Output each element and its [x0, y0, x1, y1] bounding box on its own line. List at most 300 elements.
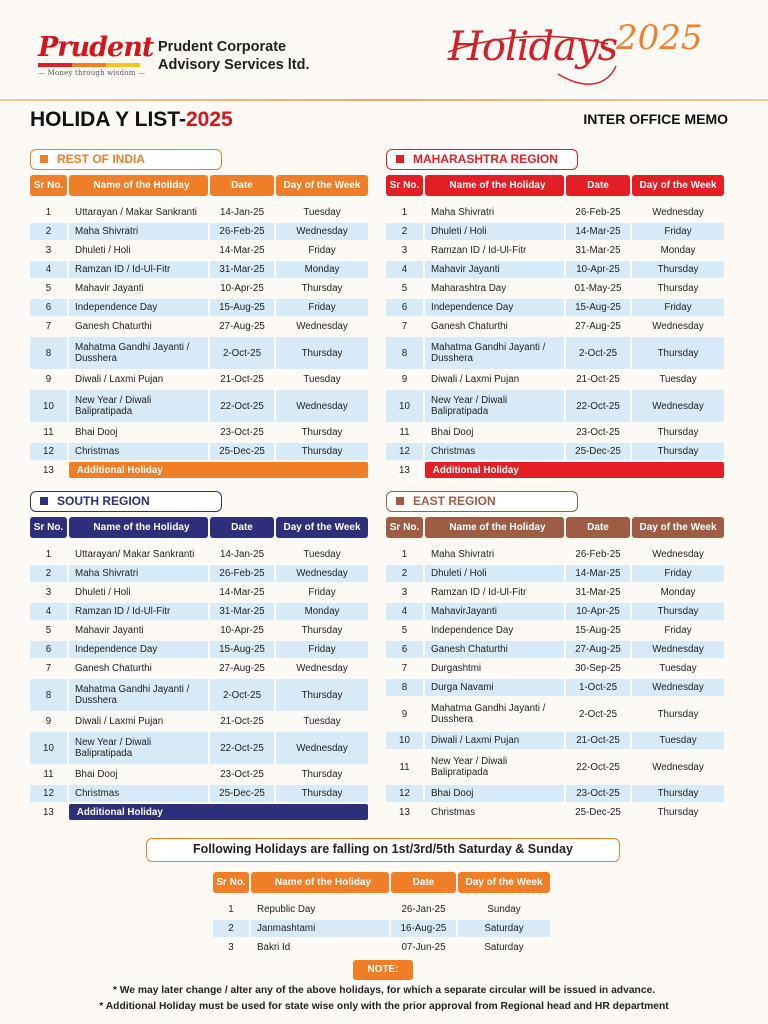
cell-date: 14-Mar-25: [566, 223, 630, 240]
cell-date: 10-Apr-25: [566, 603, 630, 620]
logo-wordmark: Prudent: [38, 32, 154, 63]
cell-sr-no: 10: [386, 732, 423, 749]
table-row: [30, 785, 370, 802]
cell-date: 23-Oct-25: [220, 769, 264, 780]
cell-day: Wednesday: [276, 732, 368, 764]
section-bullet-square: [396, 155, 404, 163]
cell-sr-no: 1: [401, 207, 408, 218]
table-row: [30, 660, 370, 677]
cell-holiday-name: Mahatma Gandhi Jayanti / Dusshera: [425, 337, 564, 369]
cell-holiday-name: Uttarayan/ Makar Sankranti: [75, 548, 195, 560]
cell-date: 26-Feb-25: [210, 223, 274, 240]
cell-date: 30-Sep-25: [575, 663, 621, 674]
cell-date: 2-Oct-25: [578, 708, 618, 720]
cell-holiday-name: Mahavir Jayanti: [75, 282, 144, 294]
cell-holiday-name: Independence Day: [69, 641, 208, 658]
cell-sr-no: 2: [213, 920, 249, 937]
cell-sr-no: 4: [30, 603, 67, 620]
cell-day: Wednesday: [652, 761, 704, 773]
cell-holiday-name: Mahavir Jayanti: [75, 624, 144, 636]
header-sr-no: Sr No.: [213, 872, 249, 893]
cell-sr-no: 11: [43, 427, 54, 438]
cell-sr-no: 7: [401, 663, 408, 674]
cell-sr-no: 10: [30, 390, 67, 422]
cell-sr-no: 7: [401, 321, 408, 332]
cell-day: Sunday: [487, 904, 521, 915]
note-label: NOTE:: [353, 960, 413, 980]
cell-date: 21-Oct-25: [220, 716, 264, 727]
section-east-region: [386, 491, 726, 821]
cell-holiday-name: Diwali / Laxmi Pujan: [431, 373, 520, 385]
cell-date: 22-Oct-25: [576, 761, 620, 773]
section-label-text: SOUTH REGION: [57, 494, 150, 508]
cell-day: Wednesday: [296, 321, 348, 332]
cell-holiday-name: Dhuleti / Holi: [75, 244, 131, 256]
page-title-year: 2025: [185, 108, 233, 131]
section-south-region: [30, 491, 370, 820]
table-row: [386, 390, 726, 422]
table-row: [30, 622, 370, 639]
cell-date: 16-Aug-25: [391, 920, 456, 937]
cell-holiday-name: Christmas: [69, 785, 208, 802]
cell-date: 27-Aug-25: [575, 321, 621, 332]
cell-sr-no: 4: [386, 603, 423, 620]
cell-date: 31-Mar-25: [210, 603, 274, 620]
table-row: [386, 371, 726, 388]
table-row: [386, 242, 726, 259]
cell-holiday-name: Bhai Dooj: [431, 426, 474, 438]
cell-date: 2-Oct-25: [566, 337, 630, 369]
table-row: [386, 546, 726, 563]
cell-holiday-name: Bakri Id: [257, 941, 291, 953]
table-row: [30, 641, 370, 658]
table-row: [30, 318, 370, 335]
cell-day: Tuesday: [303, 374, 341, 385]
cell-day: Friday: [632, 565, 724, 582]
cell-holiday-name: Maha Shivratri: [69, 565, 208, 582]
header-holiday-name: Name of the Holiday: [69, 175, 208, 196]
logo-bar-orange: [72, 63, 106, 67]
cell-holiday-name: New Year / Diwali Balipratipada: [69, 732, 208, 764]
section-label-text: MAHARASHTRA REGION: [413, 152, 558, 166]
cell-date: 15-Aug-25: [566, 299, 630, 316]
cell-holiday-name: Ramzan ID / Id-Ul-Fitr: [431, 244, 527, 256]
cell-holiday-name: Maharashtra Day: [431, 282, 507, 294]
cell-day: Monday: [660, 245, 696, 256]
header-date: Date: [391, 872, 456, 893]
cell-sr-no: 3: [228, 942, 234, 953]
cell-date: 27-Aug-25: [219, 663, 265, 674]
header-day-of-week: Day of the Week: [276, 517, 368, 538]
table-row: [386, 337, 726, 369]
cell-date: 21-Oct-25: [576, 374, 620, 385]
table-header-row: [213, 872, 555, 893]
cell-day: Thursday: [632, 261, 724, 278]
logo-color-bars: [38, 63, 140, 67]
cell-day: Thursday: [276, 443, 368, 460]
table-header-row: [30, 175, 370, 196]
cell-day: Wednesday: [276, 565, 368, 582]
table-row: [30, 242, 370, 259]
cell-day: Wednesday: [632, 641, 724, 658]
cell-date: 15-Aug-25: [575, 625, 621, 636]
cell-sr-no: 1: [45, 207, 52, 218]
cell-date: 10-Apr-25: [220, 283, 264, 294]
table-row: [386, 424, 726, 441]
cell-date: 2-Oct-25: [210, 337, 274, 369]
cell-date: 21-Oct-25: [566, 732, 630, 749]
section-bullet-square: [396, 497, 404, 505]
cell-holiday-name: New Year / Diwali Balipratipada: [425, 390, 564, 422]
cell-holiday-name: Bhai Dooj: [425, 785, 564, 802]
cell-date: 14-Jan-25: [219, 207, 265, 218]
cell-day: Tuesday: [632, 732, 724, 749]
page-header: [0, 0, 768, 100]
cell-sr-no: 1: [45, 549, 52, 560]
cell-holiday-name: Mahavir Jayanti: [425, 261, 564, 278]
table-row: [30, 371, 370, 388]
cell-day: Friday: [308, 587, 336, 598]
table-row: [30, 223, 370, 240]
cell-date: 01-May-25: [574, 283, 622, 294]
additional-holiday-label: Additional Holiday: [425, 462, 724, 478]
cell-day: Tuesday: [303, 207, 341, 218]
cell-day: Thursday: [301, 625, 343, 636]
weekend-holidays-heading: Following Holidays are falling on 1st/3rd/5th Saturday & Sunday: [146, 838, 620, 862]
cell-sr-no: 7: [45, 663, 52, 674]
header-holiday-name: Name of the Holiday: [425, 175, 564, 196]
cell-holiday-name: Maha Shivratri: [69, 223, 208, 240]
table-row: [386, 622, 726, 639]
cell-day: Thursday: [632, 603, 724, 620]
cell-sr-no: 13: [398, 464, 410, 476]
table-row: [213, 901, 555, 918]
table-header-row: [386, 175, 726, 196]
additional-holiday-row: [30, 462, 370, 478]
cell-day: Friday: [276, 299, 368, 316]
cell-holiday-name: Diwali / Laxmi Pujan: [75, 373, 164, 385]
header-sr-no: Sr No.: [386, 175, 423, 196]
cell-sr-no: 9: [401, 374, 408, 385]
section-maharashtra-region: [386, 149, 726, 478]
header-day-of-week: Day of the Week: [276, 175, 368, 196]
cell-day: Friday: [632, 299, 724, 316]
cell-day: Friday: [632, 223, 724, 240]
table-row: [30, 337, 370, 369]
table-row: [386, 603, 726, 620]
cell-holiday-name: Janmashtami: [251, 920, 389, 937]
cell-day: Thursday: [657, 427, 699, 438]
cell-holiday-name: Christmas: [431, 806, 476, 818]
header-date: Date: [210, 517, 274, 538]
company-name-line1: Prudent Corporate: [158, 39, 287, 55]
holidays-script-graphic: [438, 14, 738, 94]
header-date: Date: [210, 175, 274, 196]
additional-holiday-row: [30, 804, 370, 820]
table-row: [30, 280, 370, 297]
additional-holiday-label: Additional Holiday: [69, 804, 368, 820]
table-header-row: [386, 517, 726, 538]
cell-sr-no: 2: [386, 223, 423, 240]
cell-day: Thursday: [301, 427, 343, 438]
cell-date: 27-Aug-25: [566, 641, 630, 658]
company-name: [158, 38, 310, 74]
cell-date: 1-Oct-25: [566, 679, 630, 696]
table-row: [30, 204, 370, 221]
cell-day: Monday: [276, 603, 368, 620]
cell-date: 31-Mar-25: [210, 261, 274, 278]
cell-holiday-name: New Year / Diwali Balipratipada: [69, 390, 208, 422]
cell-day: Monday: [660, 587, 696, 598]
table-row: [386, 280, 726, 297]
header-date: Date: [566, 517, 630, 538]
cell-sr-no: 9: [401, 708, 408, 720]
cell-date: 26-Feb-25: [210, 565, 274, 582]
cell-day: Wednesday: [276, 223, 368, 240]
cell-sr-no: 12: [30, 443, 67, 460]
cell-date: 26-Feb-25: [575, 549, 621, 560]
cell-sr-no: 6: [30, 641, 67, 658]
cell-sr-no: 4: [386, 261, 423, 278]
cell-holiday-name: Mahatma Gandhi Jayanti / Dusshera: [69, 337, 208, 369]
cell-date: 23-Oct-25: [566, 785, 630, 802]
cell-sr-no: 1: [228, 904, 234, 915]
cell-sr-no: 5: [45, 625, 52, 636]
cell-sr-no: 6: [386, 299, 423, 316]
cell-day: Wednesday: [652, 207, 704, 218]
cell-day: Tuesday: [659, 374, 697, 385]
cell-sr-no: 5: [401, 283, 408, 294]
cell-sr-no: 12: [30, 785, 67, 802]
section-label: [386, 491, 578, 512]
cell-date: 14-Mar-25: [219, 587, 265, 598]
table-row: [386, 318, 726, 335]
section-bullet-square: [40, 497, 48, 505]
cell-day: Tuesday: [659, 663, 697, 674]
cell-day: Friday: [664, 625, 692, 636]
cell-sr-no: 6: [386, 641, 423, 658]
cell-holiday-name: Diwali / Laxmi Pujan: [425, 732, 564, 749]
additional-holiday-label: Additional Holiday: [69, 462, 368, 478]
cell-holiday-name: Ganesh Chaturthi: [431, 320, 508, 332]
table-row: [386, 443, 726, 460]
cell-day: Thursday: [301, 283, 343, 294]
header-holiday-name: Name of the Holiday: [251, 872, 389, 893]
table-row: [30, 565, 370, 582]
table-row: [30, 766, 370, 783]
table-row: [386, 751, 726, 783]
table-row: [30, 713, 370, 730]
cell-day: Tuesday: [303, 716, 341, 727]
weekend-holidays-table: [213, 872, 555, 956]
cell-date: 10-Apr-25: [220, 625, 264, 636]
table-row: [30, 679, 370, 711]
cell-sr-no: 2: [30, 565, 67, 582]
cell-date: 23-Oct-25: [576, 427, 620, 438]
cell-date: 25-Dec-25: [566, 443, 630, 460]
table-row: [386, 584, 726, 601]
cell-sr-no: 10: [30, 732, 67, 764]
cell-sr-no: 13: [399, 807, 410, 818]
cell-day: Tuesday: [303, 549, 341, 560]
table-row: [30, 603, 370, 620]
cell-date: 23-Oct-25: [220, 427, 264, 438]
cell-date: 26-Feb-25: [575, 207, 621, 218]
table-row: [30, 732, 370, 764]
cell-holiday-name: Dhuleti / Holi: [75, 586, 131, 598]
table-row: [30, 546, 370, 563]
note-line-1: * We may later change / alter any of the above holidays, for which a separate circular will be issued in advance.: [112, 985, 656, 996]
cell-date: 15-Aug-25: [210, 299, 274, 316]
cell-day: Saturday: [484, 942, 524, 953]
script-holidays-text: Holidays: [448, 24, 618, 70]
logo-tagline: — Money through wisdom —: [38, 69, 146, 77]
cell-day: Thursday: [301, 769, 343, 780]
table-row: [386, 261, 726, 278]
cell-holiday-name: Ganesh Chaturthi: [75, 320, 152, 332]
cell-sr-no: 13: [42, 464, 54, 476]
cell-date: 27-Aug-25: [219, 321, 265, 332]
section-label: [30, 491, 222, 512]
cell-sr-no: 3: [401, 245, 408, 256]
cell-holiday-name: Dhuleti / Holi: [425, 223, 564, 240]
cell-day: Friday: [308, 245, 336, 256]
cell-day: Wednesday: [652, 321, 704, 332]
cell-sr-no: 2: [386, 565, 423, 582]
cell-day: Wednesday: [652, 549, 704, 560]
cell-sr-no: 12: [386, 785, 423, 802]
section-label-text: EAST REGION: [413, 494, 496, 508]
table-row: [386, 565, 726, 582]
cell-sr-no: 13: [42, 806, 54, 818]
cell-holiday-name: Uttarayan / Makar Sankranti: [75, 206, 197, 218]
page-title: [30, 108, 233, 132]
header-holiday-name: Name of the Holiday: [425, 517, 564, 538]
cell-holiday-name: Ganesh Chaturthi: [75, 662, 152, 674]
cell-date: 31-Mar-25: [575, 587, 621, 598]
logo-bar-red: [38, 63, 72, 67]
table-row: [213, 920, 555, 937]
table-row: [30, 584, 370, 601]
cell-sr-no: 5: [401, 625, 408, 636]
header-day-of-week: Day of the Week: [458, 872, 550, 893]
cell-sr-no: 3: [401, 587, 408, 598]
cell-sr-no: 11: [43, 769, 54, 780]
page-title-text: HOLIDA Y LIST-: [30, 108, 186, 131]
cell-day: Wednesday: [632, 679, 724, 696]
header-holiday-name: Name of the Holiday: [69, 517, 208, 538]
prudent-logo: [38, 32, 154, 77]
cell-holiday-name: Bhai Dooj: [75, 768, 118, 780]
table-row: [30, 424, 370, 441]
table-row: [386, 679, 726, 696]
cell-sr-no: 8: [386, 337, 423, 369]
cell-sr-no: 6: [30, 299, 67, 316]
cell-sr-no: 9: [45, 374, 52, 385]
cell-holiday-name: Durga Navami: [425, 679, 564, 696]
cell-sr-no: 4: [30, 261, 67, 278]
cell-sr-no: 5: [45, 283, 52, 294]
cell-day: Friday: [276, 641, 368, 658]
cell-date: 07-Jun-25: [401, 942, 446, 953]
table-row: [213, 939, 555, 956]
cell-day: Wednesday: [632, 390, 724, 422]
cell-holiday-name: Independence Day: [69, 299, 208, 316]
cell-date: 14-Mar-25: [566, 565, 630, 582]
cell-date: 14-Jan-25: [219, 549, 265, 560]
header-day-of-week: Day of the Week: [632, 517, 724, 538]
cell-date: 25-Dec-25: [575, 807, 621, 818]
company-name-line2: Advisory Services ltd.: [158, 57, 310, 73]
cell-day: Monday: [276, 261, 368, 278]
cell-date: 22-Oct-25: [210, 732, 274, 764]
cell-date: 26-Jan-25: [401, 904, 446, 915]
section-label: [386, 149, 578, 170]
cell-holiday-name: MahavirJayanti: [425, 603, 564, 620]
cell-date: 21-Oct-25: [220, 374, 264, 385]
cell-holiday-name: Ramzan ID / Id-Ul-Fitr: [431, 586, 527, 598]
cell-day: Thursday: [276, 337, 368, 369]
cell-sr-no: 3: [45, 587, 52, 598]
cell-sr-no: 12: [386, 443, 423, 460]
table-row: [386, 660, 726, 677]
header-sr-no: Sr No.: [386, 517, 423, 538]
cell-holiday-name: Independence Day: [431, 624, 514, 636]
header-sr-no: Sr No.: [30, 517, 67, 538]
cell-date: 25-Dec-25: [210, 785, 274, 802]
table-row: [386, 204, 726, 221]
cell-holiday-name: Mahatma Gandhi Jayanti / Dusshera: [69, 679, 208, 711]
inter-office-memo-label: INTER OFFICE MEMO: [583, 111, 728, 127]
cell-holiday-name: Christmas: [69, 443, 208, 460]
cell-date: 10-Apr-25: [566, 261, 630, 278]
cell-holiday-name: Diwali / Laxmi Pujan: [75, 715, 164, 727]
cell-date: 22-Oct-25: [210, 390, 274, 422]
cell-day: Thursday: [632, 443, 724, 460]
cell-sr-no: 9: [45, 716, 52, 727]
cell-holiday-name: Durgashtmi: [431, 662, 482, 674]
cell-sr-no: 10: [386, 390, 423, 422]
additional-holiday-row: [386, 462, 726, 478]
section-bullet-square: [40, 155, 48, 163]
cell-sr-no: 8: [30, 679, 67, 711]
cell-holiday-name: Mahatma Gandhi Jayanti / Dusshera: [431, 702, 546, 725]
cell-date: 2-Oct-25: [210, 679, 274, 711]
cell-date: 31-Mar-25: [575, 245, 621, 256]
cell-sr-no: 8: [386, 679, 423, 696]
cell-day: Thursday: [657, 283, 699, 294]
cell-sr-no: 1: [401, 549, 408, 560]
cell-day: Thursday: [632, 785, 724, 802]
table-row: [386, 223, 726, 240]
table-row: [386, 785, 726, 802]
cell-holiday-name: Republic Day: [257, 903, 316, 915]
cell-holiday-name: Christmas: [425, 443, 564, 460]
cell-holiday-name: Bhai Dooj: [75, 426, 118, 438]
note-line-2: * Additional Holiday must be used for state wise only with the prior approval from Regional head and HR department: [99, 1001, 669, 1012]
cell-holiday-name: New Year / Diwali Balipratipada: [431, 755, 508, 778]
header-day-of-week: Day of the Week: [632, 175, 724, 196]
cell-holiday-name: Ramzan ID / Id-Ul-Fitr: [69, 603, 208, 620]
cell-day: Thursday: [657, 708, 699, 720]
cell-holiday-name: Independence Day: [425, 299, 564, 316]
cell-date: 25-Dec-25: [210, 443, 274, 460]
cell-holiday-name: Ramzan ID / Id-Ul-Fitr: [69, 261, 208, 278]
cell-sr-no: 11: [399, 427, 410, 438]
table-header-row: [30, 517, 370, 538]
cell-day: Thursday: [657, 807, 699, 818]
header-divider: [0, 99, 768, 101]
